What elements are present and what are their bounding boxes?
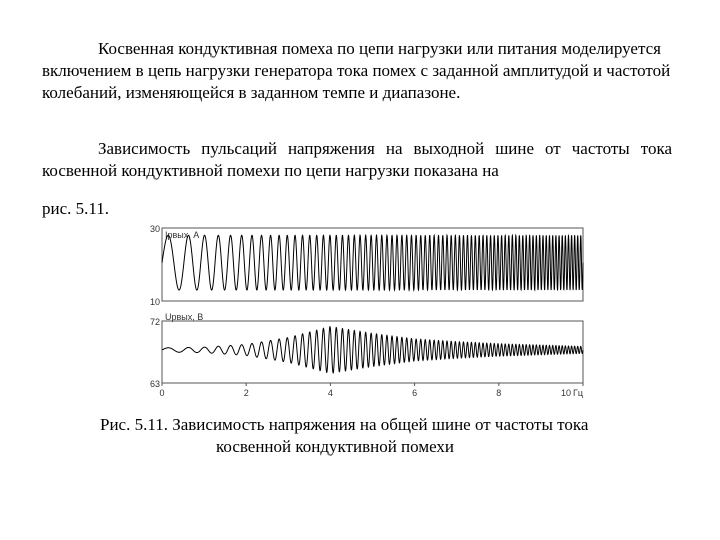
bottom-ytick-label-max: 72 xyxy=(149,317,160,327)
bottom-ytick-label-min: 63 xyxy=(149,379,160,389)
paragraph-3: рис. 5.11. xyxy=(42,199,110,218)
paragraph-1 xyxy=(42,38,672,104)
x-tick-label-2: 4 xyxy=(327,388,333,398)
bottom-panel-title: Uрвых, В xyxy=(165,312,204,322)
top-ytick-label-min: 10 xyxy=(149,297,160,307)
paragraph-1-text: Косвенная кондуктивная помеха по цепи нагрузки или питания моделируется включением в цепь нагрузки генератора тока помех с заданной амплитудой и частотой колебаний, изменяющейся в заданном темпе и диапазоне. xyxy=(42,39,671,102)
x-tick-label-5: 10 xyxy=(560,388,571,398)
x-axis-unit-label: Гц xyxy=(572,388,583,398)
x-tick-label-1: 2 xyxy=(243,388,249,398)
figure-svg xyxy=(140,214,585,404)
figure-caption-line-1: Рис. 5.11. Зависимость напряжения на общей шине от частоты тока xyxy=(100,415,589,434)
bottom-signal-line xyxy=(162,327,583,373)
paragraph-2-text: Зависимость пульсаций напряжения на выходной шине от частоты тока косвенной кондуктивной помехи по цепи нагрузки показана на xyxy=(42,139,672,180)
top-ytick-label-max: 30 xyxy=(149,224,160,234)
top-signal-line xyxy=(162,235,583,290)
figure-5-11 xyxy=(140,214,585,404)
figure-caption-line-2: косвенной кондуктивной помехи xyxy=(216,437,455,456)
paragraph-2 xyxy=(42,138,672,182)
top-panel-title: Iрвых, А xyxy=(165,230,200,240)
x-tick-label-0: 0 xyxy=(159,388,165,398)
x-tick-label-4: 8 xyxy=(496,388,502,398)
x-tick-label-3: 6 xyxy=(412,388,418,398)
